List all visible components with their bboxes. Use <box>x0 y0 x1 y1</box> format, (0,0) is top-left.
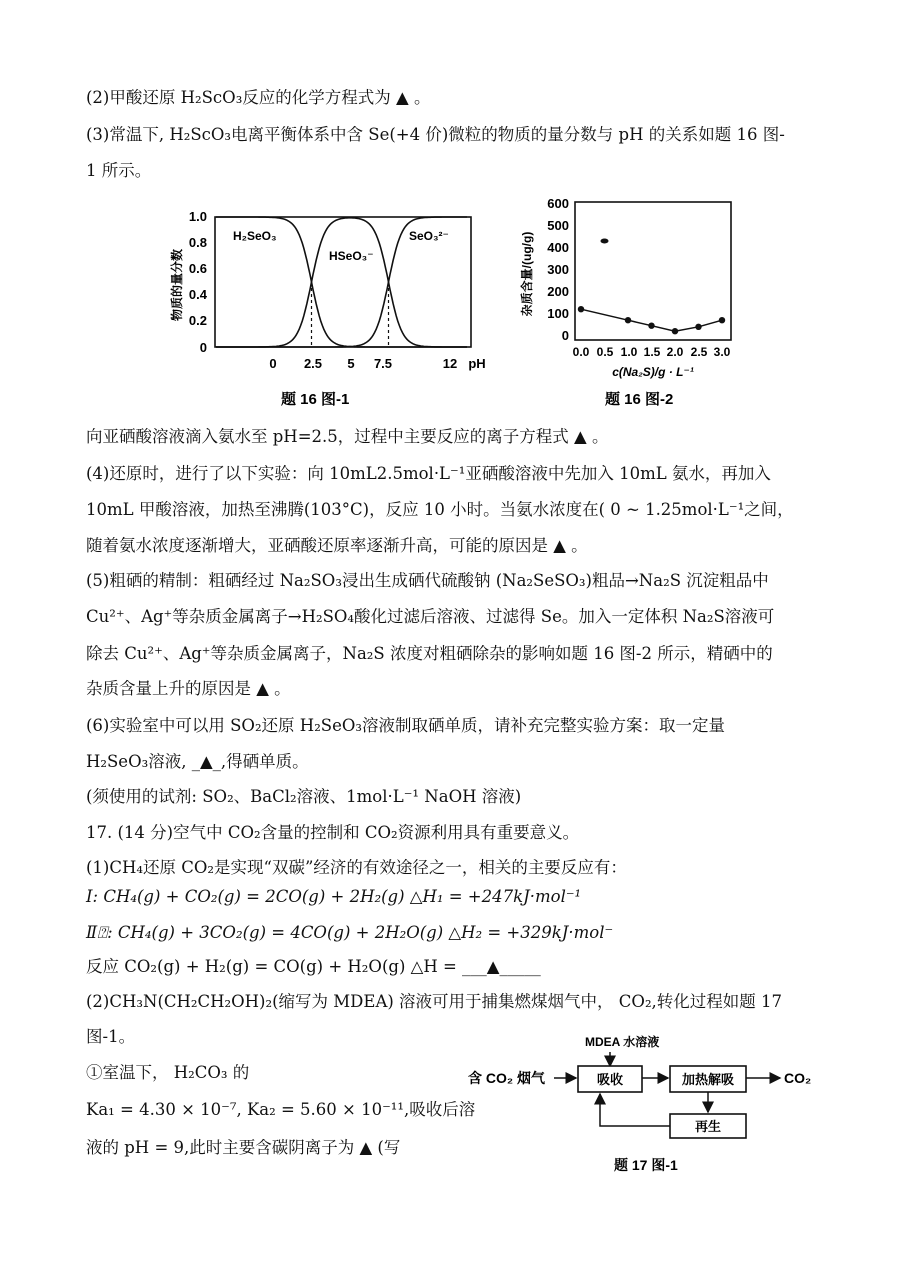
text-line-22: ①室温下， H₂CO₃ 的 <box>86 1063 250 1082</box>
fig2-ytick: 300 <box>547 262 569 277</box>
fig3-output: CO₂ <box>784 1070 812 1086</box>
fig2-ytick: 200 <box>547 284 569 299</box>
text-line-14: (须使用的试剂: SO₂、BaCl₂溶液、1mol·L⁻¹ NaOH 溶液) <box>86 787 522 806</box>
fig3-box-absorb-label: 吸收 <box>596 1072 624 1087</box>
text-line-5: (4)还原时，进行了以下实验：向 10mL2.5mol·L⁻¹亚硒酸溶液中先加入 10mL 氨水，再加入 <box>86 464 771 483</box>
fig3-input-left: 含 CO₂ 烟气 <box>468 1070 545 1086</box>
text-line-24: 液的 pH = 9,此时主要含碳阴离子为 ▲ (写 <box>86 1138 401 1157</box>
fig3-box-heat-label: 加热解吸 <box>681 1072 735 1087</box>
fig1-ytick: 0 <box>199 340 207 355</box>
text-line-23: Ka₁ = 4.30 × 10⁻⁷, Ka₂ = 5.60 × 10⁻¹¹,吸收后溶 <box>86 1100 476 1119</box>
fig3-arrow <box>600 1094 670 1126</box>
fig2-point <box>648 323 654 329</box>
fig3-caption: 题 17 图-1 <box>614 1157 678 1173</box>
fig3-input-top: MDEA 水溶液 <box>585 1035 660 1049</box>
fig2-xlabel: c(Na₂S)/g · L⁻¹ <box>612 365 694 379</box>
text-line-10: 除去 Cu²⁺、Ag⁺等杂质金属离子，Na₂S 浓度对粗硒除杂的影响如题 16 图-2 所示，精硒中的 <box>86 644 773 663</box>
figure-16-1 <box>163 190 493 420</box>
text-line-19: 反应 CO₂(g) + H₂(g) = CO(g) + H₂O(g) △H = ___▲_____ <box>86 957 541 976</box>
fig2-point <box>578 306 584 312</box>
equation-1: Ⅰ: CH₄(g) + CO₂(g) = 2CO(g) + 2H₂(g) △H₁ = +247kJ·mol⁻¹ <box>86 887 582 906</box>
text-line-12: (6)实验室中可以用 SO₂还原 H₂SeO₃溶液制取硒单质，请补充完整实验方案：取一定量 <box>86 716 726 735</box>
fig2-point <box>719 317 725 323</box>
fig1-ytick: 0.2 <box>188 313 207 328</box>
text-line-4: 向亚硒酸溶液滴入氨水至 pH=2.5，过程中主要反应的离子方程式 ▲ 。 <box>86 427 609 446</box>
text-line-1: (2)甲酸还原 H₂ScO₃反应的化学方程式为 ▲ 。 <box>86 88 431 107</box>
text-line-21: 图-1。 <box>86 1027 136 1046</box>
fig2-xtick: 1.5 <box>643 345 661 359</box>
fig1-ytick: 0.8 <box>188 235 207 250</box>
text-line-2: (3)常温下, H₂ScO₃电离平衡体系中含 Se(+4 价)微粒的物质的量分数与 pH 的关系如题 16 图- <box>86 125 785 144</box>
fig2-xtick: 2.0 <box>666 345 684 359</box>
text-line-15: 17. (14 分)空气中 CO₂含量的控制和 CO₂资源利用具有重要意义。 <box>86 823 580 842</box>
fig1-ylabel: 物质的量分数 <box>170 248 184 322</box>
fig2-point <box>672 328 678 334</box>
text-line-3: 1 所示。 <box>86 161 152 180</box>
text-line-8: (5)粗硒的精制：粗硒经过 Na₂SO₃浸出生成硒代硫酸钠 (Na₂SeSO₃)粗品→Na₂S 沉淀粗品中 <box>86 571 769 590</box>
fig1-xtick: 2.5 <box>303 356 323 371</box>
fig1-ytick: 0.4 <box>188 287 207 302</box>
fig2-ytick: 500 <box>547 218 569 233</box>
fig1-xlabel: pH <box>468 356 486 371</box>
fig1-xtick: 12 <box>442 356 458 371</box>
fig2-caption: 题 16 图-2 <box>605 391 674 408</box>
fig1-caption: 题 16 图-1 <box>281 391 350 408</box>
fig2-point <box>695 324 701 330</box>
fig2-xtick: 1.0 <box>620 345 638 359</box>
fig2-xtick: 0.5 <box>596 345 614 359</box>
text-line-9: Cu²⁺、Ag⁺等杂质金属离子→H₂SO₄酸化过滤后溶液、过滤得 Se。加入一定体积 Na₂S溶液可 <box>86 607 775 626</box>
fig3-box-regen-label: 再生 <box>694 1119 722 1134</box>
fig2-ytick: 600 <box>547 196 569 211</box>
fig1-ytick: 1.0 <box>188 209 207 224</box>
fig2-point <box>625 317 631 323</box>
text-line-20: (2)CH₃N(CH₂CH₂OH)₂(缩写为 MDEA) 溶液可用于捕集燃煤烟气中， CO₂,转化过程如题 17 <box>86 992 783 1011</box>
text-line-7: 随着氨水浓度逐渐增大，亚硒酸还原率逐渐升高，可能的原因是 ▲ 。 <box>86 536 588 555</box>
fig2-ytick: 100 <box>547 306 569 321</box>
fig2-ytick: 0 <box>561 328 569 343</box>
fig1-ytick: 0.6 <box>188 261 207 276</box>
figure-16-2 <box>515 190 745 420</box>
fig1-xtick: 0 <box>269 356 277 371</box>
fig1-species-label: HSeO₃⁻ <box>329 249 374 263</box>
text-line-16: (1)CH₄还原 CO₂是实现“双碳”经济的有效途径之一，相关的主要反应有： <box>86 858 627 877</box>
fig2-outlier-point <box>601 239 609 244</box>
text-line-13: H₂SeO₃溶液, _▲_,得硒单质。 <box>86 752 309 771</box>
fig2-ytick: 400 <box>547 240 569 255</box>
fig2-ylabel: 杂质含量/(ug/g) <box>520 231 534 317</box>
fig1-xtick: 7.5 <box>373 356 393 371</box>
fig1-species-label: SeO₃²⁻ <box>409 229 449 243</box>
fig2-xtick: 2.5 <box>690 345 708 359</box>
figure-17-1 <box>462 1030 832 1180</box>
text-line-11: 杂质含量上升的原因是 ▲ 。 <box>86 679 291 698</box>
fig2-xtick: 3.0 <box>713 345 731 359</box>
fig1-species-label: H₂SeO₃ <box>233 229 277 243</box>
fig1-xtick: 5 <box>347 356 355 371</box>
fig2-xtick: 0.0 <box>572 345 590 359</box>
equation-2: Ⅱ⍰: CH₄(g) + 3CO₂(g) = 4CO(g) + 2H₂O(g) △H₂ = +329kJ·mol⁻ <box>86 923 614 942</box>
fig2-frame <box>575 202 731 340</box>
text-line-6: 10mL 甲酸溶液，加热至沸腾(103°C)，反应 10 小时。当氨水浓度在( 0 ~ 1.25mol·L⁻¹之间， <box>86 500 794 519</box>
